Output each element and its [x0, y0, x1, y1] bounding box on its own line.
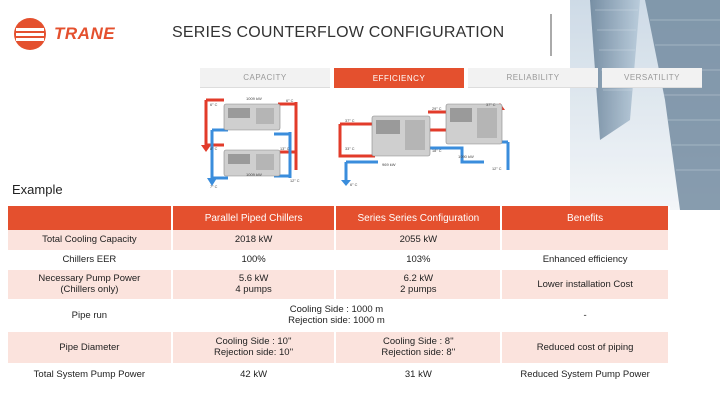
temp-label: 33° C: [345, 147, 355, 151]
parallel-diagram: [201, 96, 300, 189]
row-label: Pipe Diameter: [8, 331, 172, 363]
row-label: Total System Pump Power: [8, 363, 172, 385]
temp-label: 37° C: [345, 119, 355, 123]
temp-label: 29° C: [432, 107, 442, 111]
trane-logo-icon: [12, 17, 48, 51]
temp-label: 6° C: [350, 183, 358, 187]
row-label: Necessary Pump Power (Chillers only): [8, 269, 172, 299]
temp-label: 6° C: [210, 103, 218, 107]
title-box: [160, 14, 552, 56]
buildings-image: [570, 0, 720, 210]
table-cell: 5.6 kW 4 pumps: [172, 269, 336, 299]
table-row: [8, 269, 669, 299]
trane-logo: [12, 17, 124, 51]
temp-label: 12° C: [492, 167, 502, 171]
chiller-diagram: [200, 90, 520, 192]
temp-label: 18° C: [432, 149, 442, 153]
table-cell: Reduced cost of piping: [501, 331, 669, 363]
tab-efficiency[interactable]: EFFICIENCY: [334, 68, 464, 88]
table-cell: Lower installation Cost: [501, 269, 669, 299]
table-cell: Enhanced efficiency: [501, 250, 669, 269]
table-header-cell: Parallel Piped Chillers: [172, 206, 336, 230]
table-cell: Cooling Side : 8'' Rejection side: 8'': [335, 331, 501, 363]
table-cell: -: [501, 299, 669, 331]
tab-reliability[interactable]: RELIABILITY: [468, 68, 598, 88]
row-label: Total Cooling Capacity: [8, 230, 172, 250]
capacity-label: 1009 kW: [246, 96, 262, 101]
table-header-cell: [8, 206, 172, 230]
table-row: [8, 331, 669, 363]
example-label: Example: [12, 182, 63, 197]
temp-label: 13° C: [280, 147, 290, 151]
temp-label: 12° C: [290, 179, 300, 183]
table-cell: 2018 kW: [172, 230, 336, 250]
table-header-cell: Series Series Configuration: [335, 206, 501, 230]
temp-label: 8° C: [210, 147, 218, 151]
temp-label: 6° C: [286, 99, 294, 103]
table-cell: 2055 kW: [335, 230, 501, 250]
row-label: Pipe run: [8, 299, 172, 331]
table-cell: 6.2 kW 2 pumps: [335, 269, 501, 299]
temp-label: 37° C: [486, 103, 496, 107]
table-header-row: [8, 206, 669, 230]
table-header-cell: Benefits: [501, 206, 669, 230]
row-label: Chillers EER: [8, 250, 172, 269]
table-cell-merged: Cooling Side : 1000 m Rejection side: 1000 m: [172, 299, 502, 331]
table-cell: Reduced System Pump Power: [501, 363, 669, 385]
table-cell: 100%: [172, 250, 336, 269]
table-row: [8, 299, 669, 331]
table-row: [8, 230, 669, 250]
table-cell: 103%: [335, 250, 501, 269]
table-row: [8, 363, 669, 385]
table-cell: 42 kW: [172, 363, 336, 385]
table-cell: Cooling Side : 10'' Rejection side: 10'': [172, 331, 336, 363]
capacity-label: 1090 kW: [458, 154, 474, 159]
series-diagram: [340, 103, 508, 187]
table-cell: [501, 230, 669, 250]
page-title: SERIES COUNTERFLOW CONFIGURATION: [172, 24, 505, 41]
comparison-table: [8, 206, 670, 386]
capacity-label: 1009 kW: [246, 172, 262, 177]
tab-versatility[interactable]: VERSATILITY: [602, 68, 702, 88]
tab-capacity[interactable]: CAPACITY: [200, 68, 330, 88]
tab-bar: [200, 68, 702, 88]
capacity-label: 969 kW: [382, 162, 396, 167]
table-row: [8, 250, 669, 269]
temp-label: 7° C: [210, 185, 218, 189]
table-cell: 31 kW: [335, 363, 501, 385]
brand-name: TRANE: [54, 24, 116, 43]
